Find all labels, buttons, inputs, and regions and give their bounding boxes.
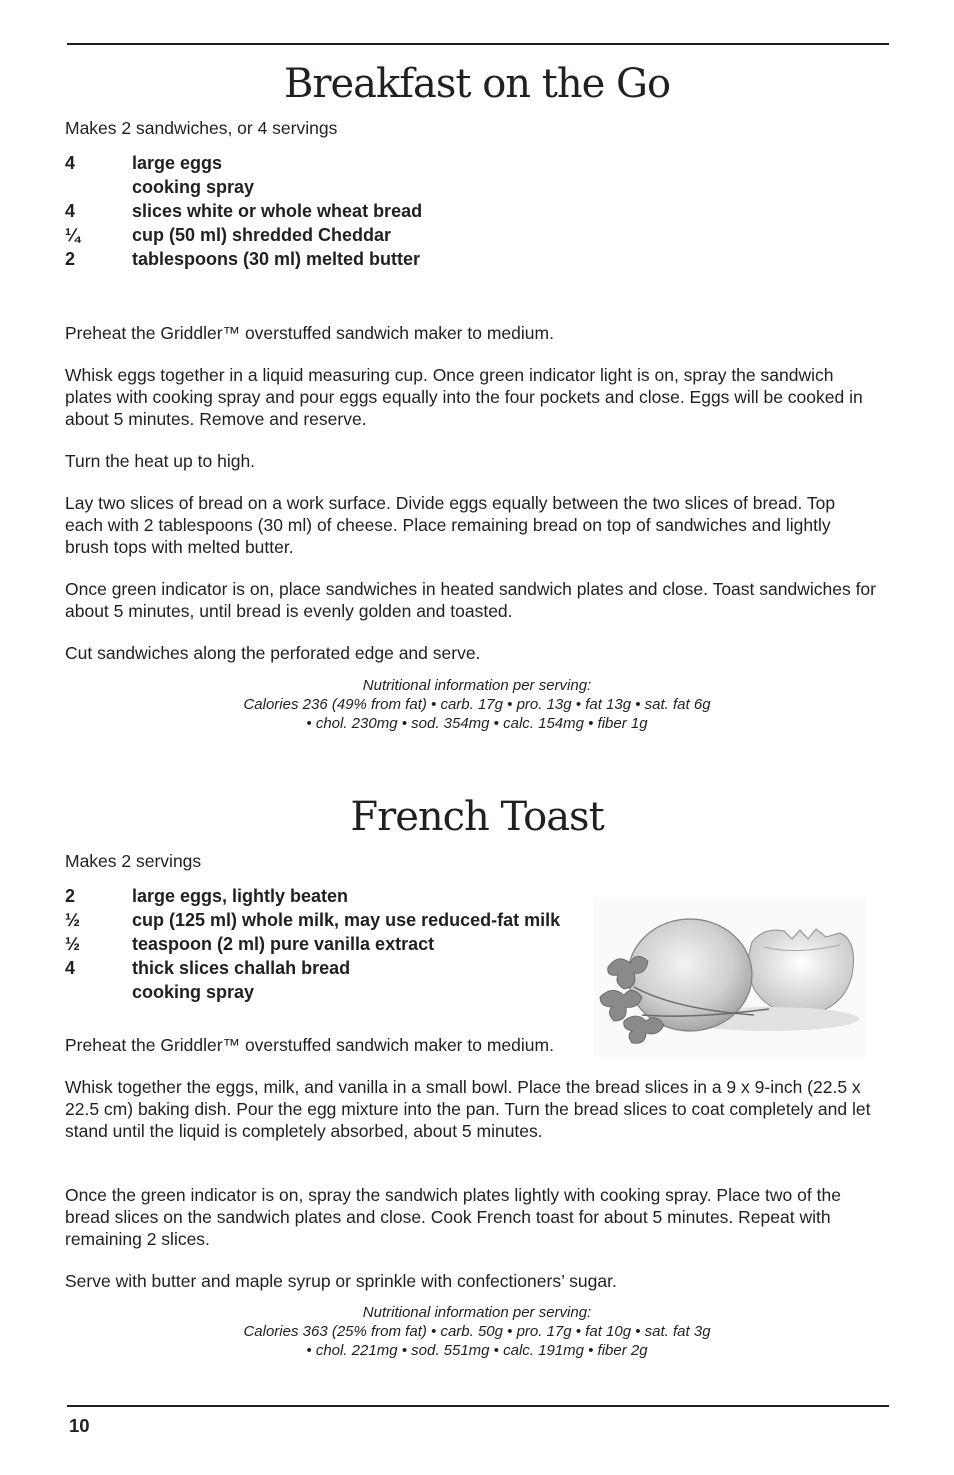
instruction-step: Once green indicator is on, place sandwiches in heated sandwich plates and close. Toast sandwiches for about 5 minutes, until bread is evenly golden and toasted. (65, 579, 876, 621)
ingredient-item: cooking spray (132, 177, 255, 197)
ingredient-item: slices white or whole wheat bread (132, 201, 423, 221)
ingredient-item: cup (50 ml) shredded Cheddar (132, 225, 392, 245)
page-number: 10 (69, 1415, 90, 1436)
recipe-title-french-toast: French Toast (350, 794, 604, 840)
ingredient-item: tablespoons (30 ml) melted butter (132, 249, 421, 269)
egg-illustration (594, 897, 866, 1057)
nutrition-line: Calories 363 (25% from fat) • carb. 50g • pro. 17g • fat 10g • sat. fat 3g (243, 1323, 711, 1340)
ingredient-item: large eggs, lightly beaten (132, 886, 349, 906)
ingredient-item: thick slices challah bread (132, 958, 351, 978)
bottom-rule (67, 1405, 889, 1407)
ingredient-item: cooking spray (132, 982, 255, 1002)
nutrition-line: • chol. 221mg • sod. 551mg • calc. 191mg • fiber 2g (306, 1342, 648, 1359)
ingredient-qty: 4 (65, 153, 76, 173)
instruction-step: Cut sandwiches along the perforated edge and serve. (65, 643, 481, 663)
instruction-step: Whisk eggs together in a liquid measuring cup. Once green indicator light is on, spray the sandwich plates with cooking spray and pour eggs equally into the four pockets and close. Eggs will be cooked in about 5 minutes. Remove and reserve. (65, 365, 863, 429)
instruction-step: Preheat the Griddler™ overstuffed sandwich maker to medium. (65, 323, 554, 343)
ingredient-qty: 4 (65, 201, 76, 221)
nutrition-info (0, 676, 954, 733)
ingredient-qty: 2 (65, 886, 76, 906)
instruction-step: Turn the heat up to high. (65, 451, 256, 471)
nutrition-info (0, 1303, 954, 1360)
nutrition-line: Calories 236 (49% from fat) • carb. 17g • pro. 13g • fat 13g • sat. fat 6g (243, 696, 711, 713)
ingredient-qty: ½ (65, 910, 81, 930)
top-rule (67, 43, 889, 45)
instruction-step: Whisk together the eggs, milk, and vanilla in a small bowl. Place the bread slices in a 9 x 9-inch (22.5 x 22.5 cm) baking dish. Pour the egg mixture into the pan. Turn the bread slices to coat completely and let stand until the liquid is completely absorbed, about 5 minutes. (65, 1077, 871, 1141)
instruction-step: Serve with butter and maple syrup or sprinkle with confectioners’ sugar. (65, 1271, 617, 1291)
nutrition-line: • chol. 230mg • sod. 354mg • calc. 154mg • fiber 1g (306, 715, 648, 732)
ingredient-qty: ¼ (65, 225, 81, 245)
ingredient-qty: 4 (65, 958, 76, 978)
recipe-yield: Makes 2 sandwiches, or 4 servings (65, 118, 338, 138)
instruction-step: Once the green indicator is on, spray the sandwich plates lightly with cooking spray. Place two of the bread slices on the sandwich plates and close. Cook French toast for about 5 minutes. Repeat with remaining 2 slices. (65, 1185, 841, 1249)
recipe-title-breakfast: Breakfast on the Go (283, 61, 671, 107)
nutrition-heading: Nutritional information per serving: (362, 1304, 592, 1321)
recipe-yield: Makes 2 servings (65, 851, 202, 871)
ingredient-qty: 2 (65, 249, 76, 269)
instruction-step: Preheat the Griddler™ overstuffed sandwich maker to medium. (65, 1035, 554, 1055)
ingredient-qty: ½ (65, 934, 81, 954)
instruction-step: Lay two slices of bread on a work surface. Divide eggs equally between the two slices of bread. Top each with 2 tablespoons (30 ml) of cheese. Place remaining bread on top of sandwiches and lightly brush tops with melted butter. (65, 493, 836, 557)
ingredient-item: large eggs (132, 153, 223, 173)
ingredient-item: teaspoon (2 ml) pure vanilla extract (132, 934, 435, 954)
nutrition-heading: Nutritional information per serving: (362, 677, 592, 694)
ingredient-item: cup (125 ml) whole milk, may use reduced-fat milk (132, 910, 561, 930)
